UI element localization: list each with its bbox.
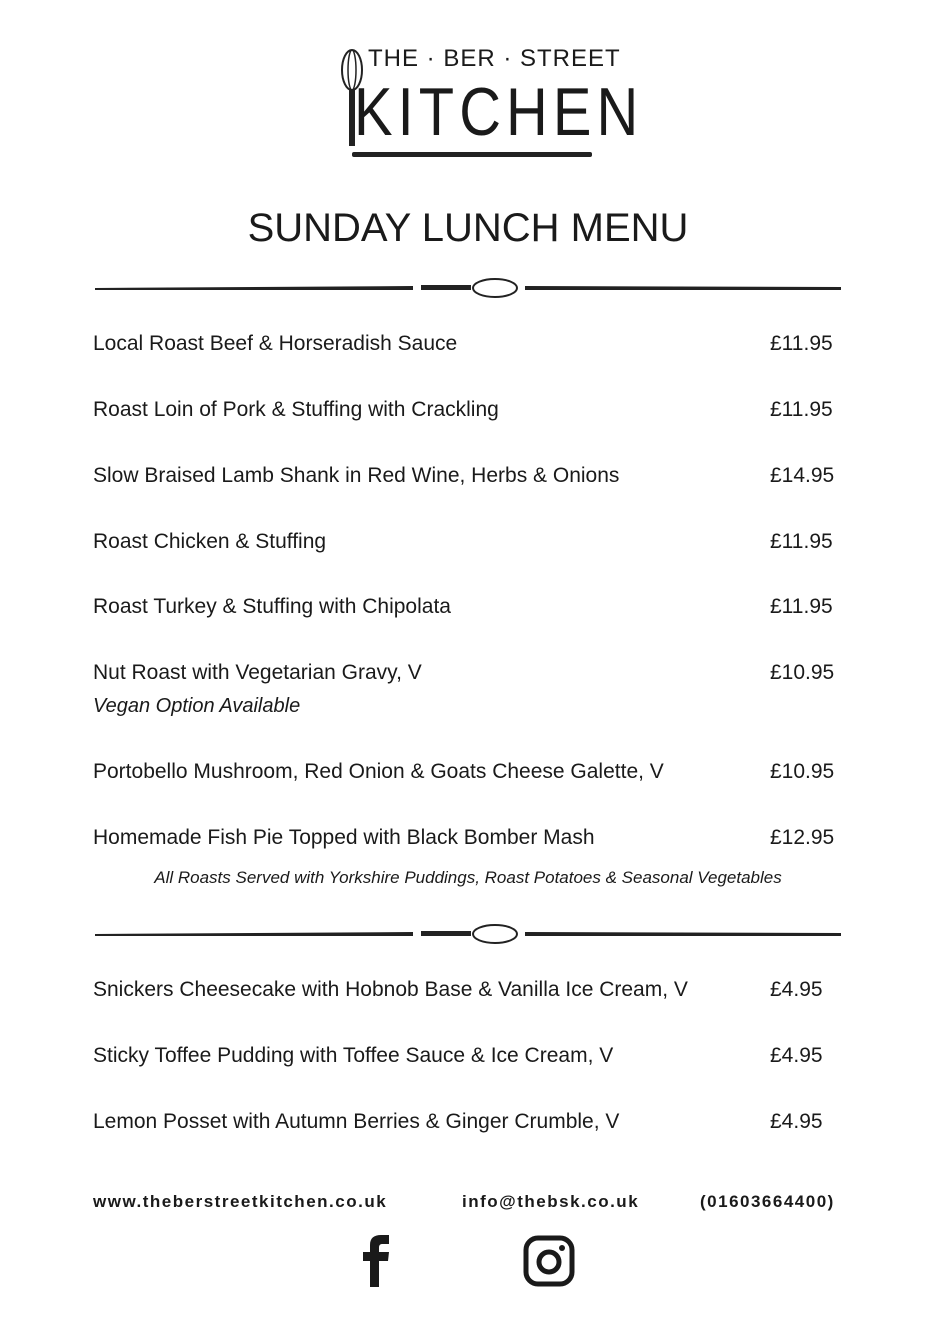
logo-underline bbox=[352, 152, 592, 157]
item-price: £11.95 bbox=[770, 530, 833, 553]
item-note: Vegan Option Available bbox=[93, 695, 301, 717]
item-price: £4.95 bbox=[770, 1044, 823, 1067]
item-price: £11.95 bbox=[770, 595, 833, 618]
item-name: Sticky Toffee Pudding with Toffee Sauce & Ice Cream, V bbox=[93, 1044, 614, 1067]
mains-note: All Roasts Served with Yorkshire Puddings, Roast Potatoes & Seasonal Vegetables bbox=[154, 868, 782, 887]
email-link[interactable]: info@thebsk.co.uk bbox=[462, 1192, 640, 1211]
item-price: £12.95 bbox=[770, 826, 835, 849]
logo-line2: KITCHEN bbox=[354, 74, 644, 150]
item-name: Slow Braised Lamb Shank in Red Wine, Herbs & Onions bbox=[93, 464, 620, 487]
item-price: £11.95 bbox=[770, 332, 833, 355]
whisk-divider bbox=[93, 922, 843, 946]
item-price: £10.95 bbox=[770, 661, 835, 684]
phone-number: (01603664400) bbox=[700, 1192, 835, 1211]
item-name: Roast Loin of Pork & Stuffing with Crackling bbox=[93, 398, 499, 421]
logo-line1: THE · BER · STREET bbox=[368, 45, 621, 72]
item-price: £4.95 bbox=[770, 1110, 823, 1133]
item-price: £14.95 bbox=[770, 464, 835, 487]
item-name: Lemon Posset with Autumn Berries & Ginger Crumble, V bbox=[93, 1110, 620, 1133]
item-name: Portobello Mushroom, Red Onion & Goats Cheese Galette, V bbox=[93, 760, 664, 783]
item-name: Homemade Fish Pie Topped with Black Bomber Mash bbox=[93, 826, 595, 849]
facebook-icon[interactable] bbox=[362, 1235, 392, 1287]
item-name: Nut Roast with Vegetarian Gravy, V bbox=[93, 661, 422, 684]
item-price: £4.95 bbox=[770, 978, 823, 1001]
item-name: Snickers Cheesecake with Hobnob Base & Vanilla Ice Cream, V bbox=[93, 978, 688, 1001]
website-link[interactable]: www.theberstreetkitchen.co.uk bbox=[93, 1192, 388, 1211]
item-name: Local Roast Beef & Horseradish Sauce bbox=[93, 332, 458, 355]
logo bbox=[340, 45, 644, 158]
item-price: £11.95 bbox=[770, 398, 833, 421]
item-price: £10.95 bbox=[770, 760, 835, 783]
whisk-divider bbox=[93, 276, 843, 300]
instagram-icon[interactable] bbox=[523, 1235, 575, 1287]
page-title: SUNDAY LUNCH MENU bbox=[247, 206, 689, 250]
item-name: Roast Turkey & Stuffing with Chipolata bbox=[93, 595, 451, 618]
item-name: Roast Chicken & Stuffing bbox=[93, 530, 327, 553]
